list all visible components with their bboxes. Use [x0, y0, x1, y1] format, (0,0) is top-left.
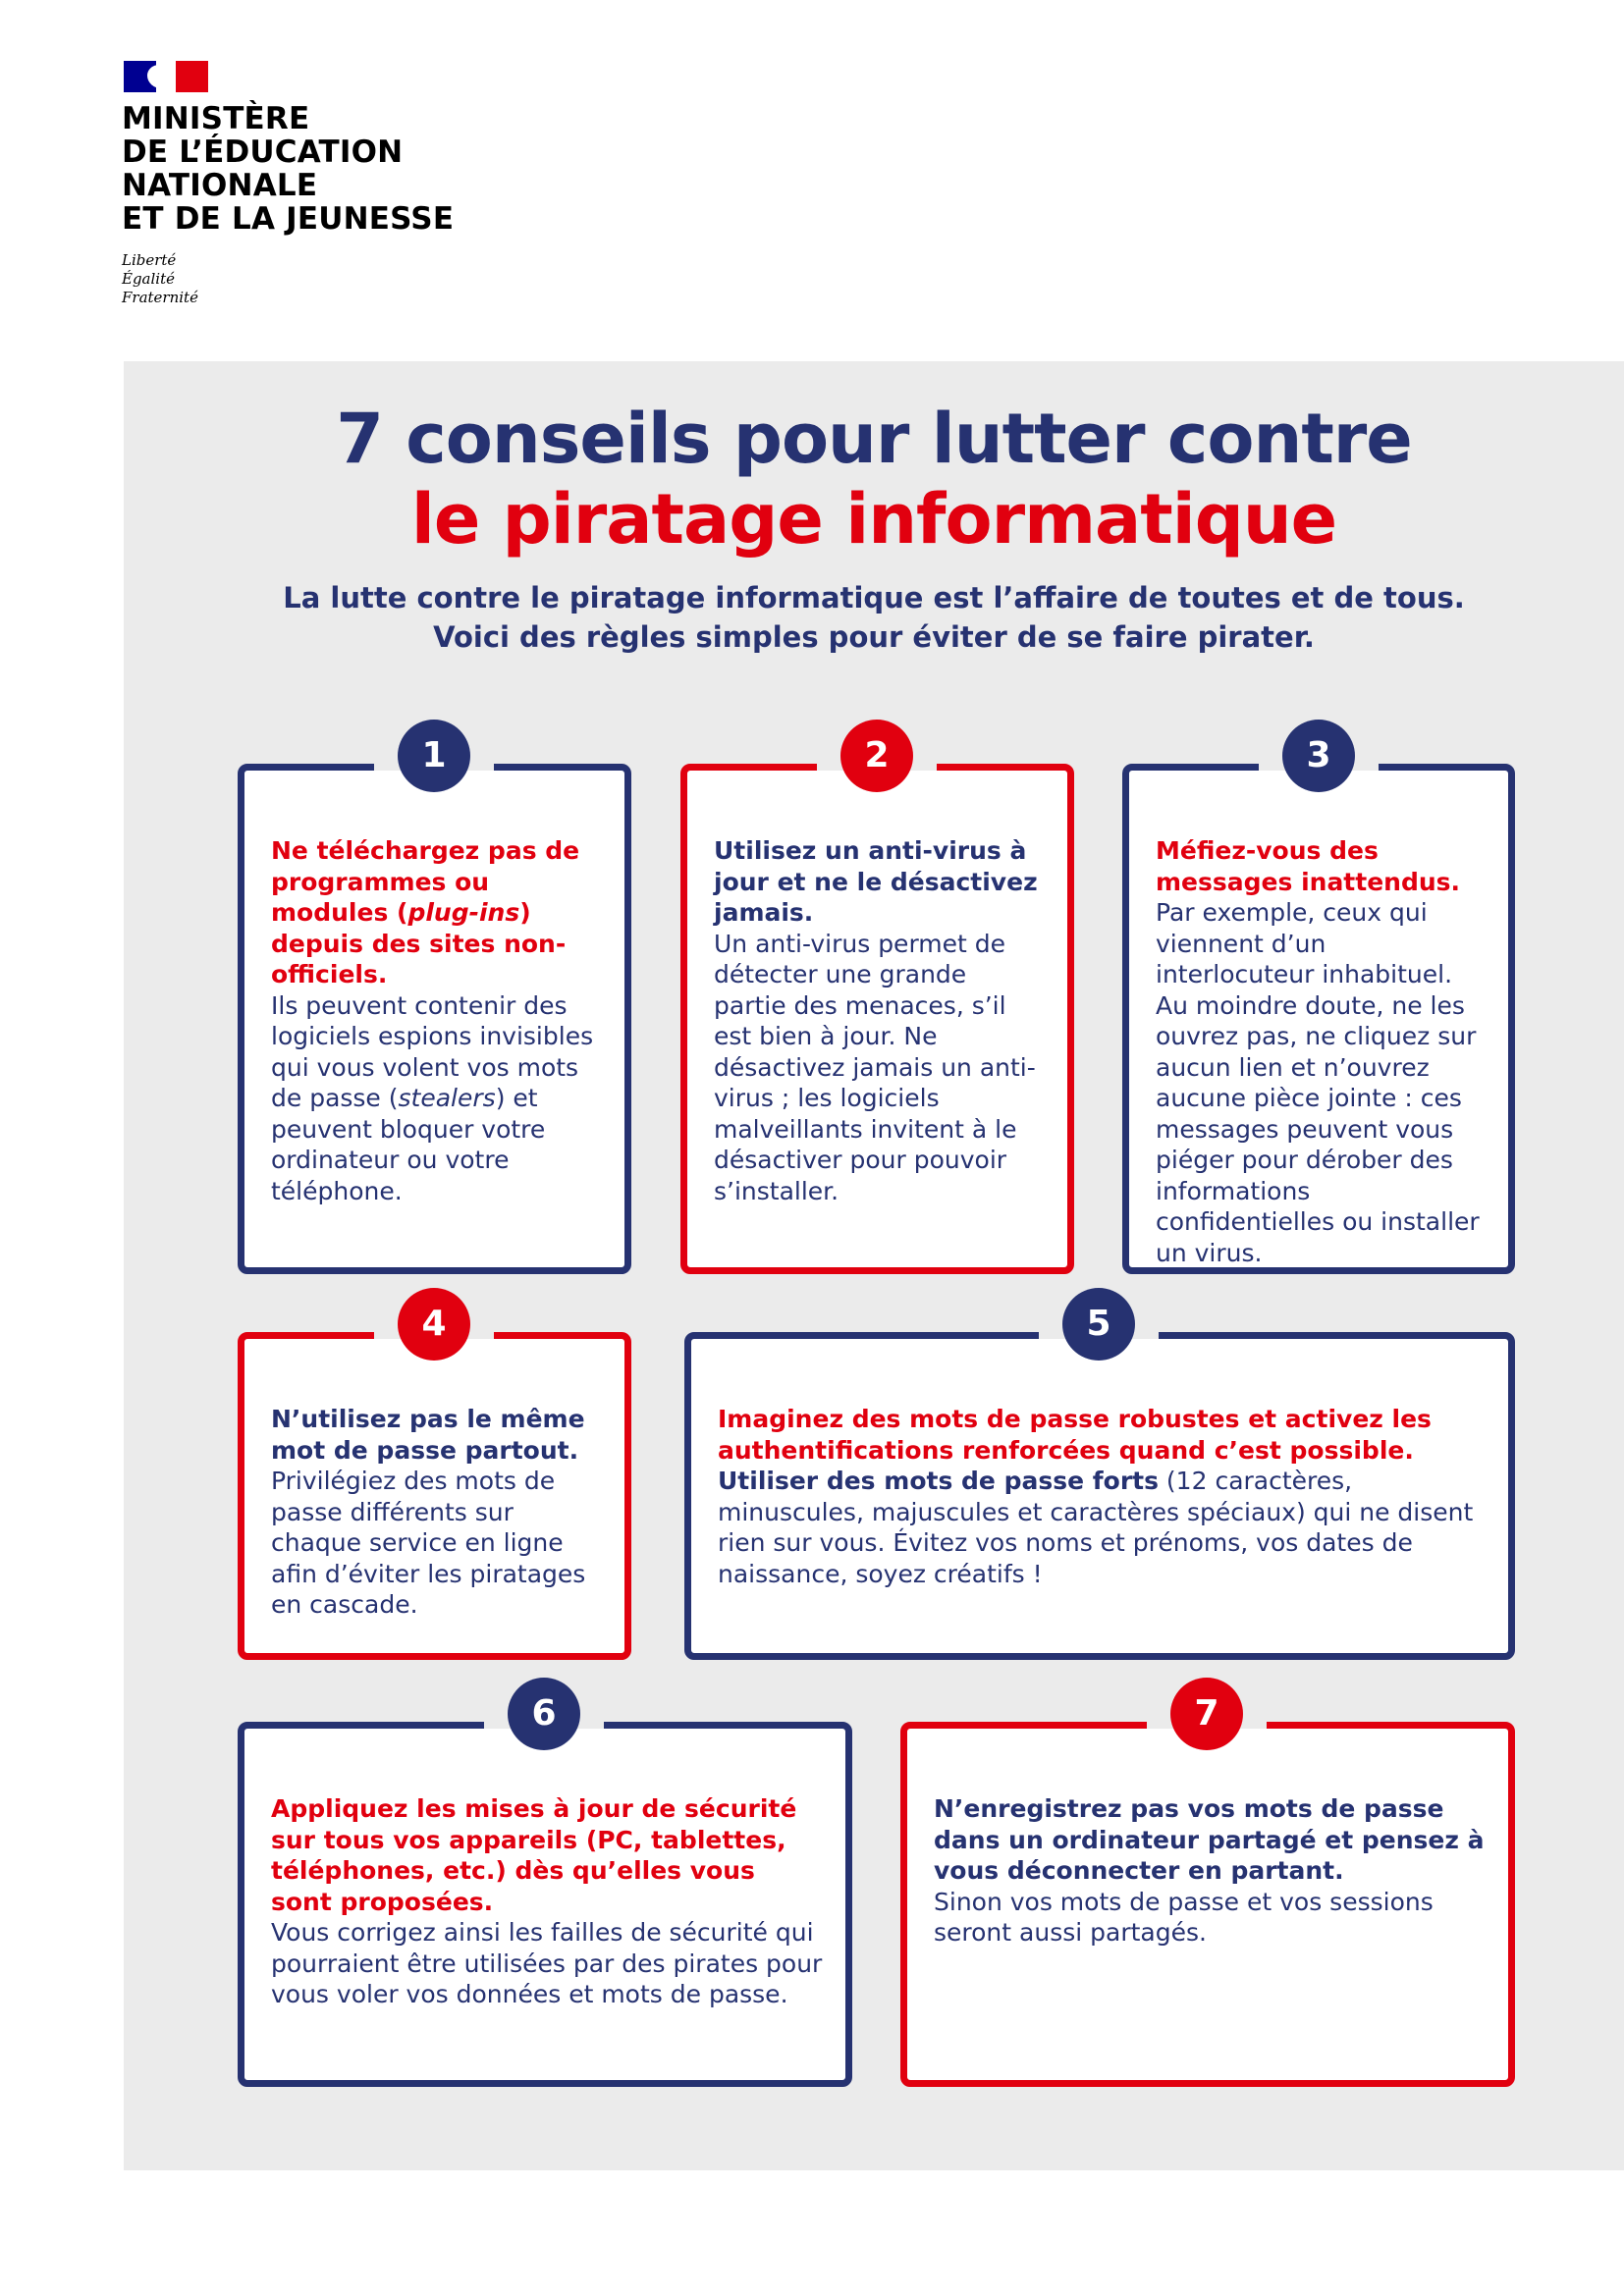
tip-5-heading: Imaginez des mots de passe robustes et activez les authentifications renforcées quand c’est possible.	[718, 1405, 1432, 1465]
subtitle-line-2: Voici des règles simples pour éviter de se faire pirater.	[433, 620, 1315, 654]
tip-number-1: 1	[398, 720, 470, 792]
tip-3-heading: Méfiez-vous des messages inattendus.	[1156, 836, 1461, 896]
tip-card-7	[900, 1693, 1515, 2087]
tip-4-body: Privilégiez des mots de passe différents sur chaque service en ligne afin d’éviter les piratages en cascade.	[271, 1467, 586, 1619]
republic-motto: Liberté Égalité Fraternité	[122, 251, 198, 306]
page-title-line-2: le piratage informatique	[410, 479, 1337, 560]
tip-7-body: Sinon vos mots de passe et vos sessions seront aussi partagés.	[934, 1887, 1434, 1947]
tip-2-body: Un anti-virus permet de détecter une grande partie des menaces, s’il est bien à jour. Ne désactivez jamais un anti-virus ; les logiciels malveillants invitent à le désactiver pour pouvoir s’installer.	[714, 929, 1036, 1205]
tip-card-6	[238, 1693, 852, 2087]
tip-number-7: 7	[1170, 1678, 1243, 1750]
tip-card-3	[1122, 735, 1515, 1274]
tip-6-heading: Appliquez les mises à jour de sécurité sur tous vos appareils (PC, tablettes, téléphones, etc.) dès qu’elles vous sont proposées.	[271, 1794, 797, 1916]
tip-card-4	[238, 1304, 631, 1660]
tip-7-heading: N’enregistrez pas vos mots de passe dans un ordinateur partagé et pensez à vous déconnecter en partant.	[934, 1794, 1485, 1885]
tip-card-1	[238, 735, 631, 1274]
marianne-flag-icon	[124, 61, 208, 92]
page-title-line-1: 7 conseils pour lutter contre	[336, 399, 1412, 479]
tip-3-body: Par exemple, ceux qui viennent d’un interlocuteur inhabituel. Au moindre doute, ne les ouvrez pas, ne cliquez sur aucun lien et n’ouvrez aucune pièce jointe : ces messages peuvent vous piéger pour dérober des informations confidentielles ou installer un virus.	[1156, 898, 1480, 1267]
tip-6-body: Vous corrigez ainsi les failles de sécurité qui pourraient être utilisées par des pirates pour vous voler vos données et mots de passe.	[271, 1918, 823, 2008]
tip-number-6: 6	[508, 1678, 580, 1750]
ministry-logo	[122, 61, 454, 307]
tip-1-heading: Ne téléchargez pas de programmes ou modules (plug-ins) depuis des sites non-officiels.	[271, 836, 580, 988]
tip-5-body: Utiliser des mots de passe forts (12 caractères, minuscules, majuscules et caractères spéciaux) qui ne disent rien sur vous. Évitez vos noms et prénoms, vos dates de naissance, soyez créatifs !	[718, 1467, 1474, 1588]
tip-4-heading: N’utilisez pas le même mot de passe partout.	[271, 1405, 585, 1465]
ministry-name: MINISTÈRE DE L’ÉDUCATION NATIONALE ET DE LA JEUNESSE	[122, 101, 455, 237]
tip-number-4: 4	[398, 1288, 470, 1361]
tip-card-2	[680, 735, 1074, 1274]
tip-1-body: Ils peuvent contenir des logiciels espions invisibles qui vous volent vos mots de passe (stealers) et peuvent bloquer votre ordinateur ou votre téléphone.	[271, 990, 594, 1205]
subtitle-line-1: La lutte contre le piratage informatique est l’affaire de toutes et de tous.	[283, 581, 1465, 614]
tip-number-2: 2	[840, 720, 913, 792]
tip-2-heading: Utilisez un anti-virus à jour et ne le désactivez jamais.	[714, 836, 1038, 927]
tip-number-5: 5	[1062, 1288, 1135, 1361]
tip-number-3: 3	[1282, 720, 1355, 792]
tip-card-5	[684, 1304, 1515, 1660]
